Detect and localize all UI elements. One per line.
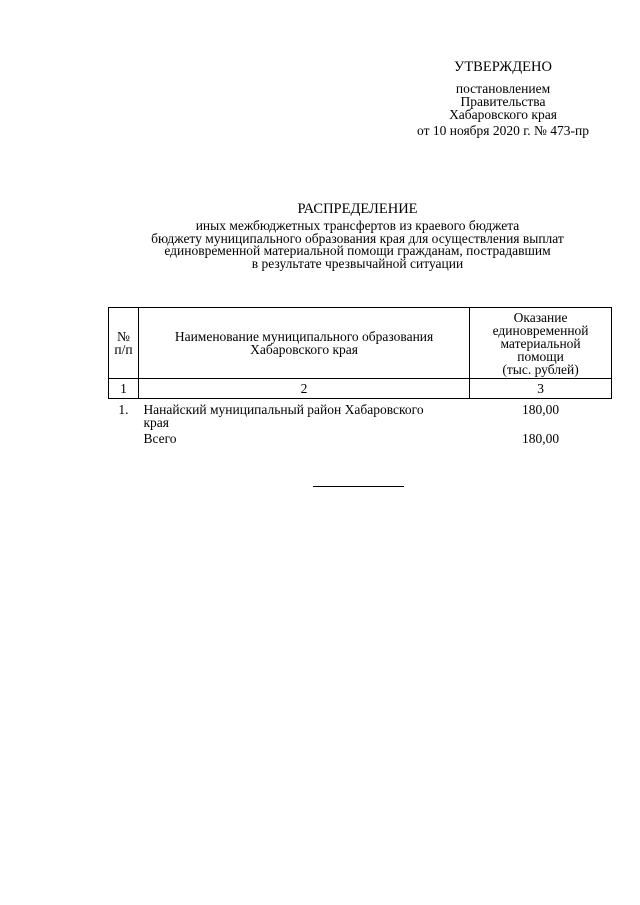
column-index-row — [109, 379, 612, 399]
table-row — [109, 399, 612, 430]
row-number: 1. — [118, 402, 129, 417]
document-title-line-2: бюджету муниципального образования края для осуществления выплат — [151, 230, 564, 246]
document-title-line-1: иных межбюджетных трансфертов из краевого бюджета — [195, 218, 520, 233]
document-title — [105, 200, 610, 270]
total-row — [109, 429, 612, 445]
row-name-line: Нанайский муниципальный район Хабаровского — [143, 402, 424, 417]
approval-line-3: Хабаровского края — [449, 107, 557, 122]
total-value: 180,00 — [522, 431, 560, 446]
header-number-line: № — [117, 329, 130, 344]
row-name-line: края — [143, 415, 169, 430]
header-value-line: помощи — [517, 348, 564, 364]
approval-decree: от 10 ноября 2020 г. № 473-пр — [417, 123, 589, 138]
header-value — [470, 308, 612, 379]
column-index-1: 1 — [109, 379, 139, 399]
approval-heading: УТВЕРЖДЕНО — [454, 59, 552, 75]
total-label: Всего — [143, 431, 177, 446]
header-value-line: (тыс. рублей) — [502, 361, 579, 377]
document-title-line-3: единовременной материальной помощи гражданам, пострадавшим — [164, 243, 551, 258]
header-name-line: Наименование муниципального образования — [174, 329, 434, 344]
header-value-line: единовременной — [492, 322, 589, 338]
distribution-table — [108, 307, 612, 445]
row-name — [138, 399, 469, 430]
document-title-line-4: в результате чрезвычайной ситуации — [251, 255, 464, 271]
header-name — [138, 308, 469, 379]
end-divider — [313, 486, 404, 487]
approval-line-1: постановлением — [455, 81, 551, 96]
column-index-3: 3 — [470, 379, 612, 399]
header-number — [109, 308, 139, 379]
total-number-empty — [109, 429, 139, 445]
row-value: 180,00 — [522, 402, 560, 417]
approval-block — [398, 58, 608, 137]
document-title-main: РАСПРЕДЕЛЕНИЕ — [297, 201, 418, 217]
header-name-line: Хабаровского края — [250, 342, 358, 357]
header-value-line: Оказание — [513, 309, 568, 325]
table-header-row — [109, 308, 612, 379]
header-value-line: материальной — [500, 335, 581, 351]
header-number-line: п/п — [114, 342, 133, 357]
approval-line-2: Правительства — [460, 94, 546, 109]
column-index-2: 2 — [138, 379, 469, 399]
